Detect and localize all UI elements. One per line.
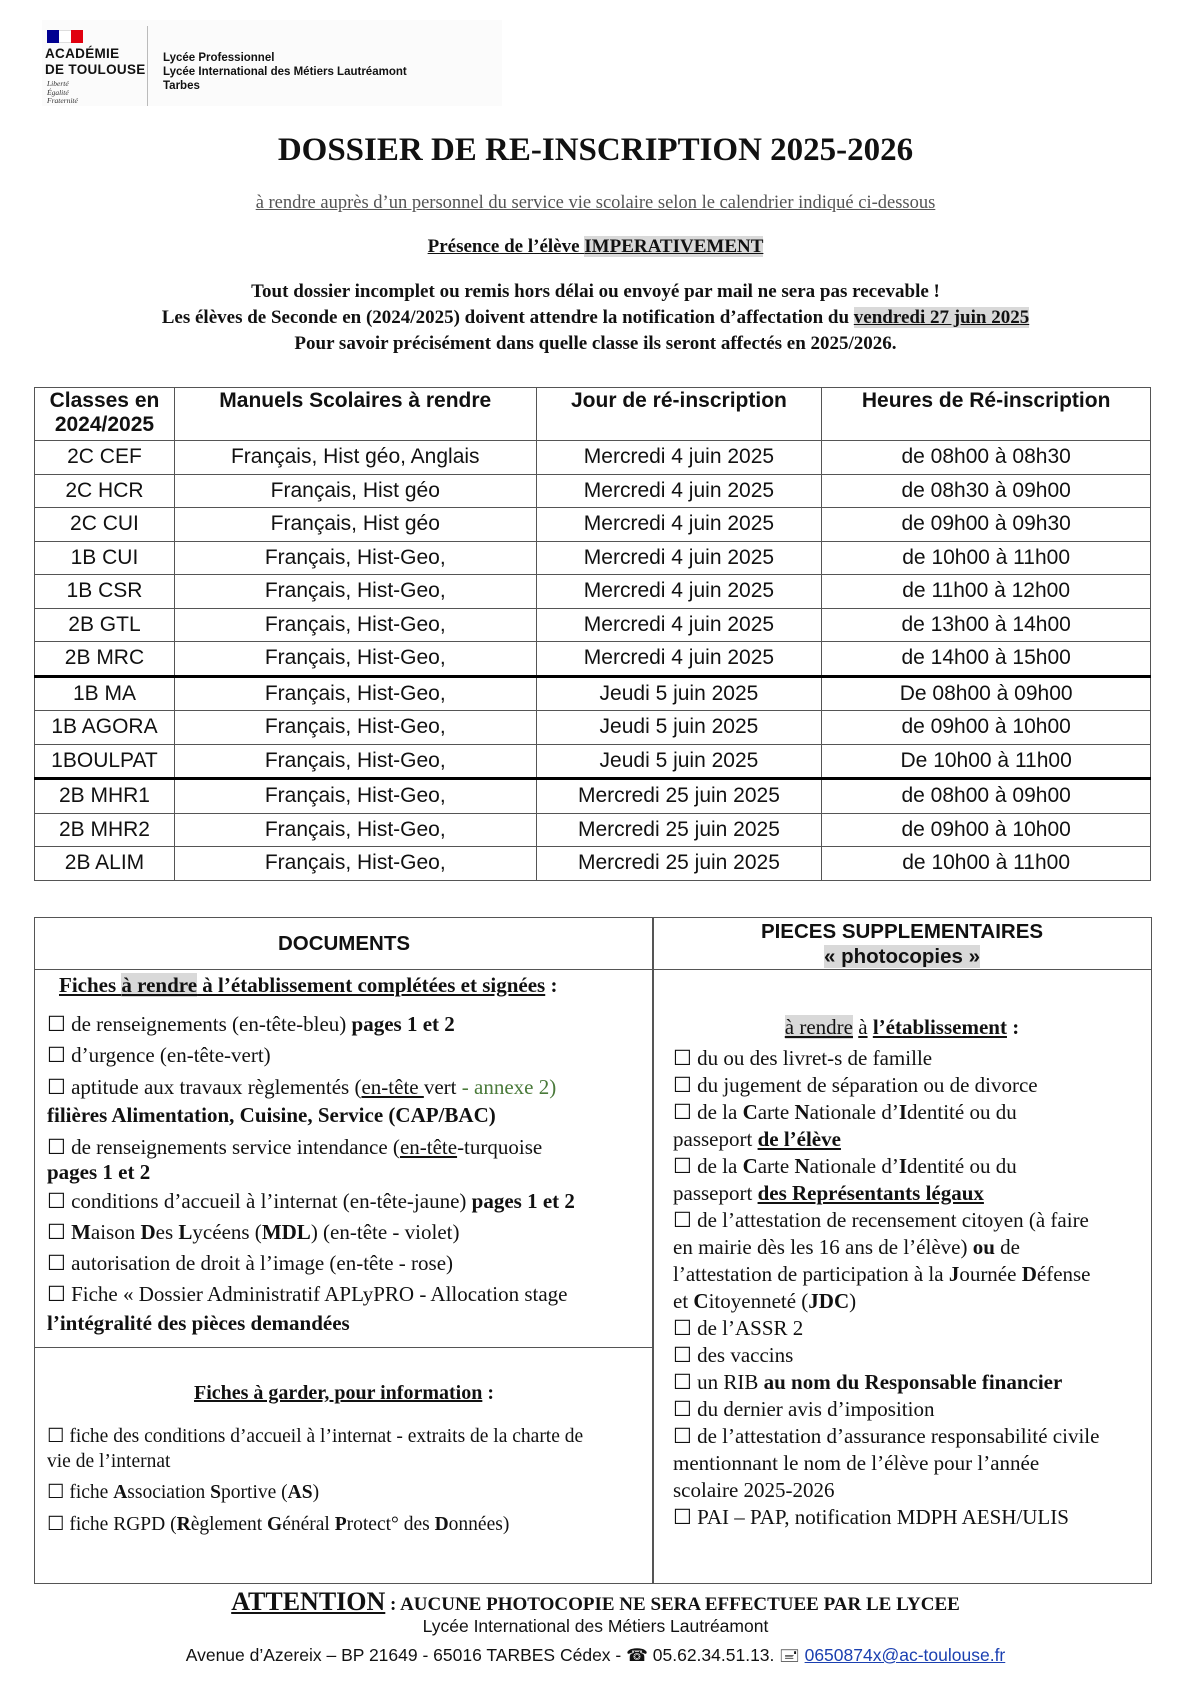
fiches-rendre-heading: Fiches à rendre à l’établissement complétées et signées :	[59, 973, 558, 997]
notice-line-1: Tout dossier incomplet ou remis hors délai ou envoyé par mail ne sera pas recevable !	[251, 281, 940, 302]
cell-classe: 2C CEF	[35, 441, 175, 475]
list-item: mentionnant le nom de l’élève pour l’année	[673, 1451, 1040, 1475]
list-item: passeport des Représentants légaux	[673, 1181, 984, 1205]
cell-heures: De 10h00 à 11h00	[822, 744, 1151, 779]
cell-heures: de 08h30 à 09h00	[822, 474, 1151, 508]
cell-classe: 1B MA	[35, 676, 175, 711]
cell-manuels: Français, Hist-Geo,	[174, 744, 536, 779]
cell-jour: Mercredi 4 juin 2025	[536, 575, 822, 609]
table-row	[35, 744, 1151, 779]
pieces-rendre-heading: à rendre à l’établissement :	[784, 1015, 1020, 1039]
presence-line: Présence de l’élève IMPERATIVEMENT	[427, 236, 764, 257]
cell-classe: 2C CUI	[35, 508, 175, 542]
cell-heures: de 08h00 à 09h00	[822, 779, 1151, 814]
cell-classe: 1B CSR	[35, 575, 175, 609]
header-jour: Jour de ré-inscription	[536, 388, 822, 441]
cell-manuels: Français, Hist-Geo,	[174, 676, 536, 711]
cell-classe: 1BOULPAT	[35, 744, 175, 779]
cell-classe: 2B GTL	[35, 608, 175, 642]
header-manuels: Manuels Scolaires à rendre	[174, 388, 536, 441]
notice-line-3: Pour savoir précisément dans quelle classe ils seront affectés en 2025/2026.	[294, 333, 897, 354]
list-item: ☐ Maison Des Lycéens (MDL) (en-tête - violet)	[47, 1220, 460, 1244]
schedule-table	[34, 387, 1151, 881]
divider	[653, 969, 1151, 970]
table-row	[35, 441, 1151, 475]
cell-jour: Jeudi 5 juin 2025	[536, 744, 822, 779]
cell-jour: Mercredi 4 juin 2025	[536, 608, 822, 642]
footer-address: Avenue d’Azereix – BP 21649 - 65016 TARBES Cédex - ☎ 05.62.34.51.13. 🖃 0650874x@ac-toulouse.fr	[185, 1645, 1006, 1665]
cell-jour: Mercredi 4 juin 2025	[536, 508, 822, 542]
divider	[35, 1347, 653, 1348]
table-row	[35, 541, 1151, 575]
cell-classe: 2B ALIM	[35, 847, 175, 881]
footer-lycee: Lycée International des Métiers Lautréamont	[422, 1616, 769, 1636]
table-row	[35, 575, 1151, 609]
devise: Liberté Égalité Fraternité	[47, 79, 78, 105]
cell-classe: 2C HCR	[35, 474, 175, 508]
marianne-flag-logo	[47, 30, 83, 43]
schedule-body	[35, 441, 1151, 881]
academie-logo-text: ACADÉMIE DE TOULOUSE	[45, 46, 146, 77]
cell-jour: Mercredi 4 juin 2025	[536, 441, 822, 475]
cell-manuels: Français, Hist-Geo,	[174, 608, 536, 642]
list-item: ☐ de la Carte Nationale d’Identité ou du	[673, 1100, 1017, 1124]
table-row	[35, 608, 1151, 642]
table-row	[35, 642, 1151, 677]
cell-manuels: Français, Hist-Geo,	[174, 642, 536, 677]
page-title: DOSSIER DE RE-INSCRIPTION 2025-2026	[277, 132, 914, 168]
list-item: vie de l’internat	[47, 1451, 171, 1472]
list-item: ☐ PAI – PAP, notification MDPH AESH/ULIS	[673, 1505, 1069, 1529]
cell-classe: 2B MRC	[35, 642, 175, 677]
table-row	[35, 711, 1151, 745]
attention-notice: ATTENTION : AUCUNE PHOTOCOPIE NE SERA EFFECTUEE PAR LE LYCEE	[231, 1587, 960, 1616]
list-item: ☐ Fiche « Dossier Administratif APLyPRO - Allocation stage	[47, 1282, 568, 1306]
header-heures: Heures de Ré-inscription	[822, 388, 1151, 441]
list-item: ☐ d’urgence (en-tête-vert)	[47, 1043, 271, 1067]
table-row	[35, 813, 1151, 847]
table-row	[35, 508, 1151, 542]
pieces-box	[652, 917, 1152, 1584]
list-item: ☐ de renseignements service intendance (en-tête-turquoise	[47, 1135, 543, 1159]
list-item: ☐ fiche RGPD (Règlement Général Protect° des Données)	[47, 1514, 510, 1535]
cell-jour: Mercredi 25 juin 2025	[536, 813, 822, 847]
cell-heures: de 09h00 à 09h30	[822, 508, 1151, 542]
list-item: ☐ de l’attestation d’assurance responsabilité civile	[673, 1424, 1100, 1448]
cell-classe: 1B CUI	[35, 541, 175, 575]
list-item: ☐ du dernier avis d’imposition	[673, 1397, 935, 1421]
cell-manuels: Français, Hist-Geo,	[174, 779, 536, 814]
list-item: ☐ de la Carte Nationale d’Identité ou du	[673, 1154, 1017, 1178]
cell-heures: de 13h00 à 14h00	[822, 608, 1151, 642]
list-item: ☐ des vaccins	[673, 1343, 794, 1367]
list-item: ☐ fiche Association Sportive (AS)	[47, 1482, 320, 1503]
list-item: ☐ de l’ASSR 2	[673, 1316, 804, 1340]
cell-heures: de 09h00 à 10h00	[822, 711, 1151, 745]
cell-classe: 2B MHR1	[35, 779, 175, 814]
list-item: en mairie dès les 16 ans de l’élève) ou de	[673, 1235, 1020, 1259]
pieces-subheading: « photocopies »	[823, 945, 981, 968]
lycee-name-block: Lycée Professionnel Lycée International des Métiers Lautréamont Tarbes	[163, 52, 407, 92]
list-item: filières Alimentation, Cuisine, Service (CAP/BAC)	[47, 1103, 496, 1127]
list-item: et Citoyenneté (JDC)	[673, 1289, 857, 1313]
list-item: ☐ de l’attestation de recensement citoyen (à faire	[673, 1208, 1089, 1232]
email-link[interactable]: 0650874x@ac-toulouse.fr	[804, 1645, 1006, 1665]
cell-jour: Mercredi 4 juin 2025	[536, 474, 822, 508]
fiches-garder-heading: Fiches à garder, pour information :	[193, 1382, 494, 1404]
cell-manuels: Français, Hist géo	[174, 474, 536, 508]
list-item: ☐ autorisation de droit à l’image (en-tête - rose)	[47, 1251, 454, 1275]
list-item: passeport de l’élève	[673, 1127, 841, 1151]
list-item: ☐ conditions d’accueil à l’internat (en-tête-jaune) pages 1 et 2	[47, 1189, 575, 1213]
table-row	[35, 474, 1151, 508]
cell-manuels: Français, Hist-Geo,	[174, 541, 536, 575]
cell-manuels: Français, Hist-Geo,	[174, 813, 536, 847]
cell-classe: 1B AGORA	[35, 711, 175, 745]
subtitle: à rendre auprès d’un personnel du service vie scolaire selon le calendrier indiqué ci-dessous	[255, 193, 936, 213]
cell-jour: Jeudi 5 juin 2025	[536, 711, 822, 745]
list-item: ☐ aptitude aux travaux règlementés (en-tête vert - annexe 2)	[47, 1075, 557, 1099]
cell-heures: De 08h00 à 09h00	[822, 676, 1151, 711]
pieces-heading: PIECES SUPPLEMENTAIRES	[760, 920, 1044, 943]
documents-heading: DOCUMENTS	[277, 932, 411, 955]
table-row	[35, 847, 1151, 881]
cell-jour: Mercredi 4 juin 2025	[536, 541, 822, 575]
cell-manuels: Français, Hist-Geo,	[174, 711, 536, 745]
header-classes: Classes en 2024/2025	[35, 388, 175, 441]
cell-manuels: Français, Hist géo	[174, 508, 536, 542]
cell-jour: Mercredi 25 juin 2025	[536, 847, 822, 881]
notice-line-2: Les élèves de Seconde en (2024/2025) doivent attendre la notification d’affectation du vendredi 27 juin 2025	[161, 307, 1030, 328]
cell-heures: de 10h00 à 11h00	[822, 847, 1151, 881]
list-item: ☐ de renseignements (en-tête-bleu) pages 1 et 2	[47, 1012, 455, 1036]
list-item: ☐ du ou des livret-s de famille	[673, 1046, 933, 1070]
cell-manuels: Français, Hist-Geo,	[174, 847, 536, 881]
list-item: ☐ un RIB au nom du Responsable financier	[673, 1370, 1063, 1394]
table-header-row	[35, 388, 1151, 441]
list-item: l’attestation de participation à la Journée Défense	[673, 1262, 1091, 1286]
list-item: l’intégralité des pièces demandées	[47, 1311, 350, 1335]
cell-jour: Jeudi 5 juin 2025	[536, 676, 822, 711]
cell-heures: de 11h00 à 12h00	[822, 575, 1151, 609]
cell-heures: de 08h00 à 08h30	[822, 441, 1151, 475]
list-item: pages 1 et 2	[47, 1160, 151, 1184]
list-item: ☐ du jugement de séparation ou de divorce	[673, 1073, 1038, 1097]
cell-heures: de 14h00 à 15h00	[822, 642, 1151, 677]
list-item: scolaire 2025-2026	[673, 1478, 835, 1502]
header-divider	[147, 26, 148, 106]
cell-jour: Mercredi 4 juin 2025	[536, 642, 822, 677]
cell-jour: Mercredi 25 juin 2025	[536, 779, 822, 814]
table-row	[35, 779, 1151, 814]
cell-manuels: Français, Hist géo, Anglais	[174, 441, 536, 475]
cell-heures: de 09h00 à 10h00	[822, 813, 1151, 847]
list-item: ☐ fiche des conditions d’accueil à l’internat - extraits de la charte de	[47, 1426, 584, 1447]
cell-manuels: Français, Hist-Geo,	[174, 575, 536, 609]
cell-classe: 2B MHR2	[35, 813, 175, 847]
documents-box	[34, 917, 654, 1584]
table-row	[35, 676, 1151, 711]
divider	[35, 969, 653, 970]
cell-heures: de 10h00 à 11h00	[822, 541, 1151, 575]
